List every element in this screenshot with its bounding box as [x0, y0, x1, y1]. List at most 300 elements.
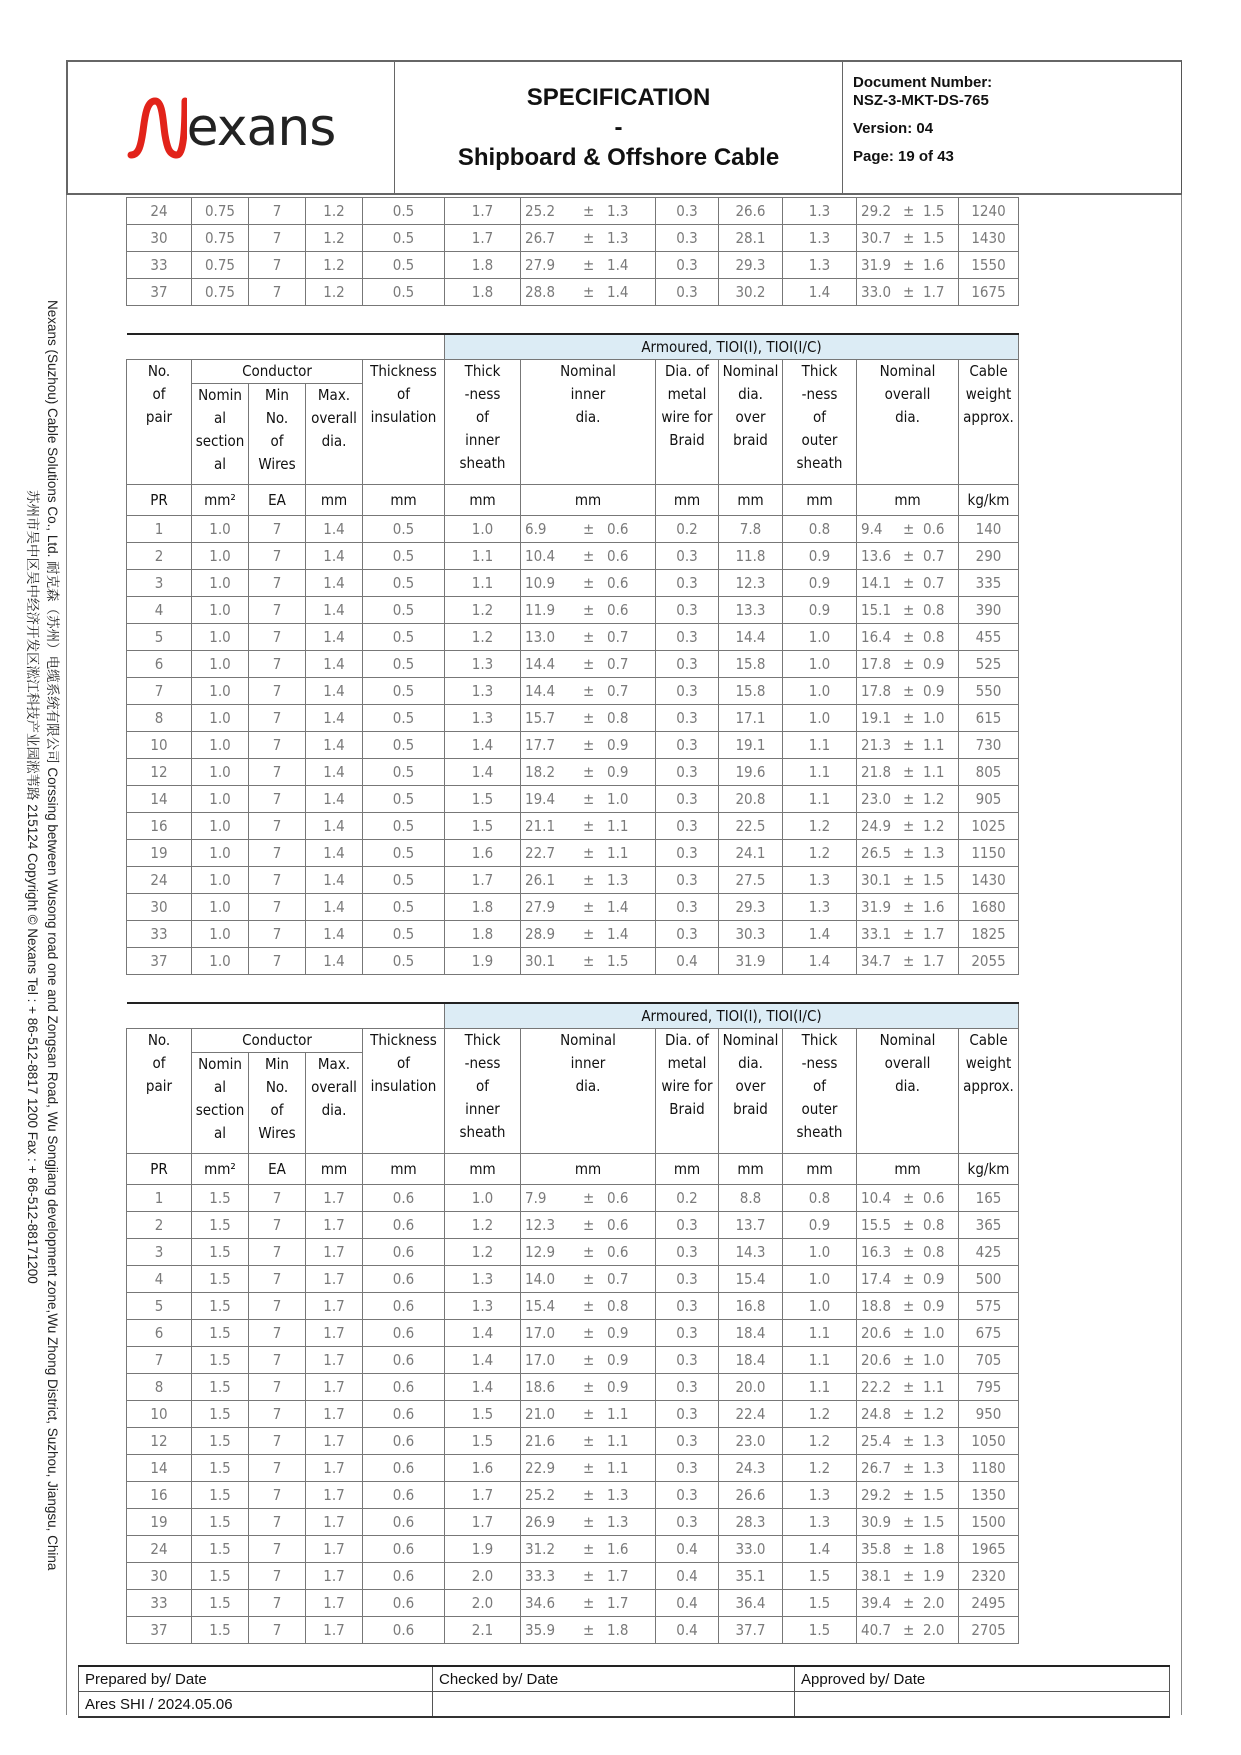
- overall-dia-cell: 22.2 ± 1.1: [857, 1374, 959, 1401]
- side-company-address: Nexans (Suzhou) Cable Solutions Co., Ltd. 耐克森（苏州）电缆系统有限公司 Corssing between Wusong road one and Zongsan Road, Wu Songjiang development zone,Wu Zhong District, Suzhou, Jiangsu, China: [45, 300, 60, 1571]
- cell: 16.8: [719, 1293, 783, 1320]
- cell: 1.0: [192, 516, 249, 543]
- table-row: [127, 1374, 1019, 1401]
- cell: 0.6: [363, 1536, 445, 1563]
- cell: 0.3: [656, 1482, 719, 1509]
- cell: 1.3: [445, 678, 521, 705]
- unit-cell: mm: [521, 1154, 656, 1185]
- cell: 0.5: [363, 786, 445, 813]
- cell: 1.7: [306, 1563, 363, 1590]
- weight-cell: 705: [959, 1347, 1019, 1374]
- cell: 6: [127, 1320, 192, 1347]
- cell: 1.7: [445, 867, 521, 894]
- cell: 1.0: [783, 1239, 857, 1266]
- cell: 14: [127, 1455, 192, 1482]
- inner-dia-cell: 22.7 ± 1.1: [521, 840, 656, 867]
- inner-dia-cell: 21.0 ± 1.1: [521, 1401, 656, 1428]
- cell: 0.6: [363, 1347, 445, 1374]
- unit-cell: kg/km: [959, 485, 1019, 516]
- cell: 1.4: [306, 705, 363, 732]
- cell: 0.6: [363, 1617, 445, 1644]
- cell: 13.7: [719, 1212, 783, 1239]
- cell: 0.3: [656, 252, 719, 279]
- inner-dia-cell: 35.9 ± 1.8: [521, 1617, 656, 1644]
- table-row: [127, 678, 1019, 705]
- inner-dia-cell: 22.9 ± 1.1: [521, 1455, 656, 1482]
- cell: 0.6: [363, 1320, 445, 1347]
- cell: 24.3: [719, 1455, 783, 1482]
- cell: 37: [127, 948, 192, 975]
- overall-dia-cell: 30.1 ± 1.5: [857, 867, 959, 894]
- weight-cell: 1025: [959, 813, 1019, 840]
- table-row: [127, 813, 1019, 840]
- cell: 1.7: [306, 1455, 363, 1482]
- cell: 1.0: [783, 705, 857, 732]
- cell: 2.0: [445, 1590, 521, 1617]
- cell: 22.4: [719, 1401, 783, 1428]
- cell: 1.4: [306, 624, 363, 651]
- overall-dia-cell: 31.9 ± 1.6: [857, 252, 959, 279]
- weight-cell: 335: [959, 570, 1019, 597]
- cell: 7: [249, 252, 306, 279]
- cell: 1.0: [445, 516, 521, 543]
- inner-dia-cell: 34.6 ± 1.7: [521, 1590, 656, 1617]
- cell: 0.5: [363, 225, 445, 252]
- table-row: [127, 597, 1019, 624]
- header-braid-wire: Dia. of metal wire for Braid: [656, 360, 719, 485]
- cell: 0.4: [656, 1563, 719, 1590]
- cell: 0.3: [656, 786, 719, 813]
- cell: 0.3: [656, 1455, 719, 1482]
- header-overall-dia: Nominal overall dia.: [857, 1029, 959, 1154]
- cell: 17.1: [719, 705, 783, 732]
- cell: 1.4: [306, 732, 363, 759]
- cell: 0.5: [363, 516, 445, 543]
- cell: 1.1: [783, 1320, 857, 1347]
- checked-value: [433, 1692, 795, 1718]
- cell: 0.75: [192, 225, 249, 252]
- cell: 1.5: [445, 786, 521, 813]
- cell: 1.5: [192, 1239, 249, 1266]
- cell: 12.3: [719, 570, 783, 597]
- header-no-of-pair: No. of pair: [127, 1029, 192, 1154]
- unit-cell: PR: [127, 485, 192, 516]
- overall-dia-cell: 16.4 ± 0.8: [857, 624, 959, 651]
- table-row: [127, 921, 1019, 948]
- cell: 33.0: [719, 1536, 783, 1563]
- header-outer-sheath: Thick -ness of outer sheath: [783, 360, 857, 485]
- inner-dia-cell: 14.0 ± 0.7: [521, 1266, 656, 1293]
- unit-cell: mm²: [192, 485, 249, 516]
- cell: 1.3: [783, 225, 857, 252]
- cell: 1.4: [445, 1320, 521, 1347]
- approval-footer: [78, 1665, 1170, 1718]
- inner-dia-cell: 25.2 ± 1.3: [521, 1482, 656, 1509]
- cell: 0.6: [363, 1239, 445, 1266]
- cell: 0.3: [656, 678, 719, 705]
- cell: 12: [127, 759, 192, 786]
- weight-cell: 1430: [959, 225, 1019, 252]
- cell: 1.9: [445, 948, 521, 975]
- table-row: [127, 624, 1019, 651]
- cell: 19: [127, 840, 192, 867]
- cell: 1.0: [192, 651, 249, 678]
- cell: 7: [249, 651, 306, 678]
- weight-cell: 575: [959, 1293, 1019, 1320]
- cell: 16: [127, 813, 192, 840]
- overall-dia-cell: 17.8 ± 0.9: [857, 678, 959, 705]
- cell: 0.3: [656, 1374, 719, 1401]
- cell: 1.0: [192, 813, 249, 840]
- unit-cell: mm: [363, 1154, 445, 1185]
- cell: 0.5: [363, 678, 445, 705]
- unit-cell: mm: [719, 1154, 783, 1185]
- cell: 1.8: [445, 279, 521, 306]
- cell: 0.75: [192, 198, 249, 225]
- logo-text: exans: [186, 97, 336, 158]
- table-row: [127, 651, 1019, 678]
- cell: 37.7: [719, 1617, 783, 1644]
- inner-dia-cell: 28.8 ± 1.4: [521, 279, 656, 306]
- cell: 1.1: [445, 543, 521, 570]
- cell: 7: [249, 1320, 306, 1347]
- cell: 30: [127, 225, 192, 252]
- table-row: [127, 948, 1019, 975]
- unit-cell: PR: [127, 1154, 192, 1185]
- unit-cell: mm: [783, 485, 857, 516]
- cell: 1.7: [306, 1293, 363, 1320]
- cell: 0.8: [783, 516, 857, 543]
- table-row: [127, 1401, 1019, 1428]
- doc-number-label: Document Number:: [853, 74, 993, 91]
- header-insulation: Thickness of insulation: [363, 1029, 445, 1154]
- cell: 1.4: [306, 921, 363, 948]
- table-row: [127, 1482, 1019, 1509]
- cell: 0.9: [783, 1212, 857, 1239]
- overall-dia-cell: 9.4 ± 0.6: [857, 516, 959, 543]
- cell: 0.5: [363, 921, 445, 948]
- cell: 0.6: [363, 1482, 445, 1509]
- cell: 30: [127, 894, 192, 921]
- cell: 0.4: [656, 1536, 719, 1563]
- inner-dia-cell: 28.9 ± 1.4: [521, 921, 656, 948]
- cell: 10: [127, 1401, 192, 1428]
- cell: 0.75: [192, 252, 249, 279]
- cell: 1.0: [192, 840, 249, 867]
- unit-cell: mm: [783, 1154, 857, 1185]
- cell: 11.8: [719, 543, 783, 570]
- header-max-overall-dia: Max. overall dia.: [306, 384, 363, 485]
- armoured-band-title: Armoured, TIOI(I), TIOI(I/C): [445, 1003, 1019, 1029]
- band-blank: [127, 1003, 445, 1029]
- cell: 7: [249, 225, 306, 252]
- cell: 1: [127, 516, 192, 543]
- cell: 0.3: [656, 597, 719, 624]
- inner-dia-cell: 25.2 ± 1.3: [521, 198, 656, 225]
- unit-cell: mm: [857, 1154, 959, 1185]
- inner-dia-cell: 33.3 ± 1.7: [521, 1563, 656, 1590]
- cell: 1.5: [783, 1617, 857, 1644]
- cell: 0.5: [363, 597, 445, 624]
- cell: 0.75: [192, 279, 249, 306]
- cell: 0.3: [656, 279, 719, 306]
- inner-dia-cell: 19.4 ± 1.0: [521, 786, 656, 813]
- cell: 1.0: [192, 732, 249, 759]
- approved-value: [795, 1692, 1170, 1718]
- cell: 7: [249, 1185, 306, 1212]
- overall-dia-cell: 33.1 ± 1.7: [857, 921, 959, 948]
- cell: 1.8: [445, 921, 521, 948]
- header-nominal-section: Nomin al section al: [192, 1053, 249, 1154]
- cell: 1.3: [445, 1293, 521, 1320]
- cell: 0.5: [363, 198, 445, 225]
- header-over-braid: Nominal dia. over braid: [719, 360, 783, 485]
- overall-dia-cell: 13.6 ± 0.7: [857, 543, 959, 570]
- table-row: [127, 1536, 1019, 1563]
- cell: 0.8: [783, 1185, 857, 1212]
- cell: 0.3: [656, 624, 719, 651]
- cell: 2.0: [445, 1563, 521, 1590]
- overall-dia-cell: 29.2 ± 1.5: [857, 1482, 959, 1509]
- spec-table-1-5mm2: [126, 1002, 1019, 1644]
- cell: 1.5: [445, 813, 521, 840]
- table-row: [127, 252, 1019, 279]
- cell: 1.7: [306, 1185, 363, 1212]
- cell: 1.2: [445, 597, 521, 624]
- cell: 1.4: [306, 570, 363, 597]
- cell: 20.8: [719, 786, 783, 813]
- cell: 1.7: [445, 1509, 521, 1536]
- header-inner-sheath: Thick -ness of inner sheath: [445, 360, 521, 485]
- inner-dia-cell: 11.9 ± 0.6: [521, 597, 656, 624]
- cell: 0.5: [363, 840, 445, 867]
- inner-dia-cell: 15.7 ± 0.8: [521, 705, 656, 732]
- overall-dia-cell: 25.4 ± 1.3: [857, 1428, 959, 1455]
- version: Version: 04: [853, 120, 934, 137]
- cell: 1.3: [783, 252, 857, 279]
- header-braid-wire: Dia. of metal wire for Braid: [656, 1029, 719, 1154]
- cell: 18.4: [719, 1320, 783, 1347]
- cell: 0.2: [656, 1185, 719, 1212]
- cell: 33: [127, 1590, 192, 1617]
- cell: 26.6: [719, 198, 783, 225]
- weight-cell: 1050: [959, 1428, 1019, 1455]
- document-header: [66, 60, 1182, 195]
- overall-dia-cell: 30.7 ± 1.5: [857, 225, 959, 252]
- inner-dia-cell: 15.4 ± 0.8: [521, 1293, 656, 1320]
- weight-cell: 615: [959, 705, 1019, 732]
- cell: 7: [249, 1509, 306, 1536]
- cell: 1.4: [783, 948, 857, 975]
- weight-cell: 2705: [959, 1617, 1019, 1644]
- header-outer-sheath: Thick -ness of outer sheath: [783, 1029, 857, 1154]
- cell: 19.6: [719, 759, 783, 786]
- cell: 1.0: [783, 1266, 857, 1293]
- overall-dia-cell: 17.4 ± 0.9: [857, 1266, 959, 1293]
- cell: 1.0: [192, 786, 249, 813]
- unit-cell: mm: [857, 485, 959, 516]
- cell: 18.4: [719, 1347, 783, 1374]
- cell: 1.1: [783, 732, 857, 759]
- unit-cell: mm: [363, 485, 445, 516]
- cell: 1.4: [445, 732, 521, 759]
- weight-cell: 1675: [959, 279, 1019, 306]
- cell: 7: [249, 921, 306, 948]
- cell: 28.1: [719, 225, 783, 252]
- header-inner-dia: Nominal inner dia.: [521, 360, 656, 485]
- cell: 1.0: [192, 759, 249, 786]
- unit-cell: EA: [249, 1154, 306, 1185]
- header-min-wires: Min No. of Wires: [249, 384, 306, 485]
- cell: 1.1: [783, 786, 857, 813]
- weight-cell: 2320: [959, 1563, 1019, 1590]
- cell: 7: [249, 1401, 306, 1428]
- cell: 0.3: [656, 225, 719, 252]
- cell: 1.2: [783, 813, 857, 840]
- cell: 7: [249, 1617, 306, 1644]
- unit-cell: mm: [306, 1154, 363, 1185]
- cell: 1.4: [445, 1374, 521, 1401]
- title-dash: -: [614, 113, 623, 141]
- inner-dia-cell: 10.4 ± 0.6: [521, 543, 656, 570]
- cell: 1.5: [445, 1401, 521, 1428]
- cell: 1.4: [306, 867, 363, 894]
- cell: 0.5: [363, 894, 445, 921]
- cell: 0.6: [363, 1428, 445, 1455]
- table-row: [127, 759, 1019, 786]
- cell: 8: [127, 1374, 192, 1401]
- table-row: [127, 1455, 1019, 1482]
- cell: 0.3: [656, 651, 719, 678]
- cell: 1.5: [192, 1563, 249, 1590]
- cell: 1.4: [445, 1347, 521, 1374]
- overall-dia-cell: 24.9 ± 1.2: [857, 813, 959, 840]
- cell: 33: [127, 921, 192, 948]
- overall-dia-cell: 24.8 ± 1.2: [857, 1401, 959, 1428]
- checked-label: Checked by/ Date: [433, 1666, 795, 1692]
- cell: 1.3: [783, 198, 857, 225]
- cell: 7: [249, 1428, 306, 1455]
- cell: 1.3: [783, 894, 857, 921]
- unit-cell: mm²: [192, 1154, 249, 1185]
- table-row: [127, 894, 1019, 921]
- inner-dia-cell: 7.9 ± 0.6: [521, 1185, 656, 1212]
- cell: 1.2: [783, 1401, 857, 1428]
- overall-dia-cell: 15.5 ± 0.8: [857, 1212, 959, 1239]
- weight-cell: 730: [959, 732, 1019, 759]
- cell: 30.2: [719, 279, 783, 306]
- header-overall-dia: Nominal overall dia.: [857, 360, 959, 485]
- overall-dia-cell: 30.9 ± 1.5: [857, 1509, 959, 1536]
- band-blank: [127, 334, 445, 360]
- cell: 14: [127, 786, 192, 813]
- weight-cell: 425: [959, 1239, 1019, 1266]
- cell: 7: [249, 1536, 306, 1563]
- cell: 3: [127, 570, 192, 597]
- cell: 1.3: [783, 1482, 857, 1509]
- cell: 36.4: [719, 1590, 783, 1617]
- overall-dia-cell: 14.1 ± 0.7: [857, 570, 959, 597]
- cell: 6: [127, 651, 192, 678]
- weight-cell: 805: [959, 759, 1019, 786]
- cell: 1.4: [306, 543, 363, 570]
- cell: 7: [249, 759, 306, 786]
- cell: 1.4: [445, 759, 521, 786]
- cell: 7: [249, 570, 306, 597]
- cell: 2: [127, 543, 192, 570]
- cell: 0.5: [363, 543, 445, 570]
- cell: 1.0: [192, 597, 249, 624]
- cell: 7: [249, 198, 306, 225]
- cell: 4: [127, 1266, 192, 1293]
- header-inner-sheath: Thick -ness of inner sheath: [445, 1029, 521, 1154]
- table-row: [127, 1590, 1019, 1617]
- cell: 0.6: [363, 1455, 445, 1482]
- cell: 19: [127, 1509, 192, 1536]
- unit-cell: mm: [656, 1154, 719, 1185]
- table-row: [127, 1509, 1019, 1536]
- cell: 1.7: [306, 1536, 363, 1563]
- header-no-of-pair: No. of pair: [127, 360, 192, 485]
- cell: 5: [127, 1293, 192, 1320]
- cell: 35.1: [719, 1563, 783, 1590]
- cell: 1.3: [783, 1509, 857, 1536]
- cell: 7: [249, 1239, 306, 1266]
- cell: 1.0: [192, 948, 249, 975]
- cell: 0.9: [783, 570, 857, 597]
- overall-dia-cell: 20.6 ± 1.0: [857, 1347, 959, 1374]
- cell: 31.9: [719, 948, 783, 975]
- header-weight: Cable weight approx.: [959, 360, 1019, 485]
- weight-cell: 365: [959, 1212, 1019, 1239]
- weight-cell: 1150: [959, 840, 1019, 867]
- weight-cell: 1550: [959, 252, 1019, 279]
- cell: 1.9: [445, 1536, 521, 1563]
- cell: 22.5: [719, 813, 783, 840]
- cell: 7: [249, 948, 306, 975]
- cell: 24: [127, 867, 192, 894]
- cell: 0.3: [656, 543, 719, 570]
- cell: 1.0: [783, 651, 857, 678]
- cell: 0.5: [363, 759, 445, 786]
- cell: 0.5: [363, 252, 445, 279]
- cell: 1.7: [306, 1320, 363, 1347]
- overall-dia-cell: 16.3 ± 0.8: [857, 1239, 959, 1266]
- cell: 7: [249, 1293, 306, 1320]
- cell: 33: [127, 252, 192, 279]
- cell: 1.7: [445, 1482, 521, 1509]
- cell: 8: [127, 705, 192, 732]
- cell: 1.5: [192, 1509, 249, 1536]
- cell: 1.3: [445, 651, 521, 678]
- cell: 1.7: [306, 1590, 363, 1617]
- cell: 37: [127, 1617, 192, 1644]
- cell: 1.1: [783, 1374, 857, 1401]
- cell: 0.9: [783, 543, 857, 570]
- cell: 29.3: [719, 252, 783, 279]
- inner-dia-cell: 27.9 ± 1.4: [521, 894, 656, 921]
- cell: 1.4: [306, 678, 363, 705]
- cell: 1.1: [783, 1347, 857, 1374]
- cell: 1.7: [306, 1347, 363, 1374]
- header-insulation: Thickness of insulation: [363, 360, 445, 485]
- cell: 2: [127, 1212, 192, 1239]
- cell: 0.3: [656, 732, 719, 759]
- table-row: [127, 1428, 1019, 1455]
- spec-table-075-continued: [126, 197, 1019, 306]
- cell: 7: [249, 1590, 306, 1617]
- cell: 2.1: [445, 1617, 521, 1644]
